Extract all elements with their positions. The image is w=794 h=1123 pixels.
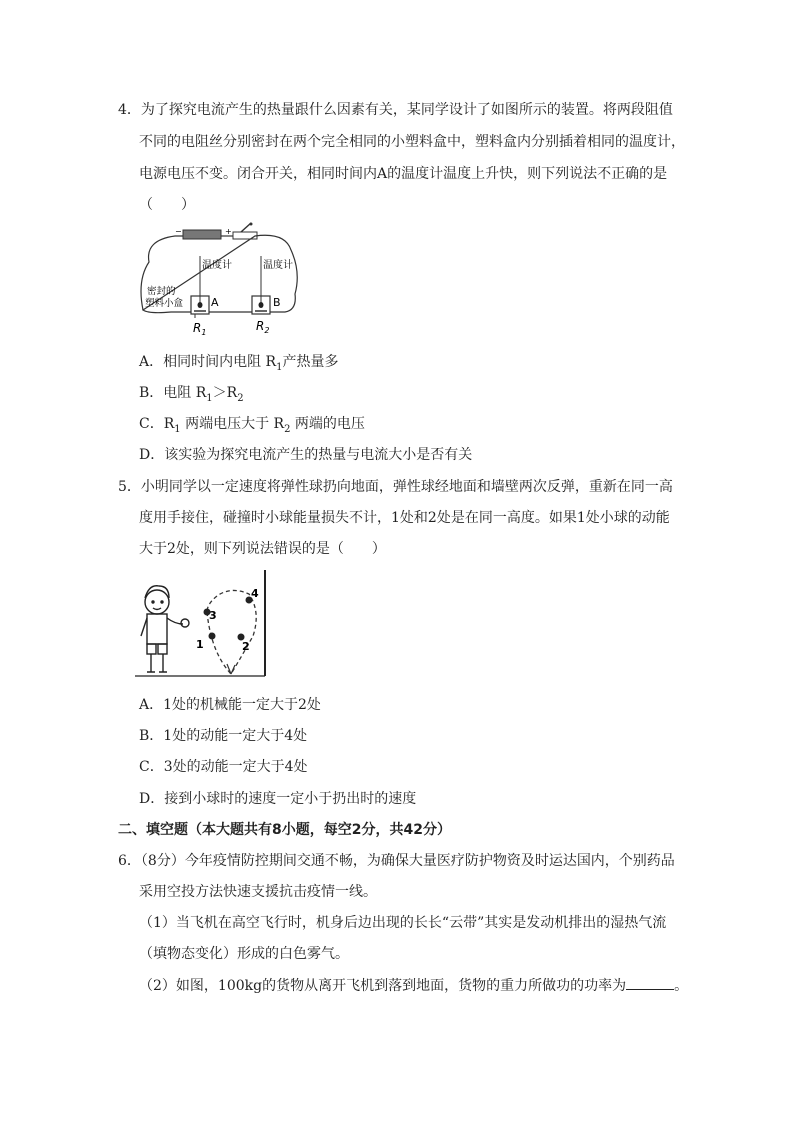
battery-plus-label: + [225,227,232,236]
answer-blank[interactable] [626,975,674,990]
r1-label: $R_1$ [193,321,207,337]
q5-option-d: D．接到小球时的速度一定小于扔出时的速度 [139,791,417,807]
q6-stem-line2: 采用空投方法快速支援抗击疫情一线。 [139,884,377,900]
circuit-figure [135,222,305,340]
q6-sub2-line1: （2）如图，100kg的货物从离开飞机到落到地面，货物的重力所做功的功率为 。 [139,975,688,996]
boy-figure [141,586,189,672]
q5-stem-line2: 度用手接住，碰撞时小球能量损失不计，1处和2处是在同一高度。如果1处小球的动能 [139,510,670,526]
section-title: 二、填空题（本大题共有8小题，每空2分，共42分） [118,822,451,838]
sealed-box-label-2: 塑料小盒 [145,298,184,309]
point-label-4: 4 [251,587,259,600]
q5-option-a: A．1处的机械能一定大于2处 [139,697,321,713]
r2-label: $R_2$ [256,319,270,335]
ball-bounce-figure [135,566,275,684]
q5-stem-line1: 5．小明同学以一定速度将弹性球扔向地面，弹性球经地面和墙壁两次反弹，重新在同一高 [118,479,673,495]
point-label-1: 1 [196,638,204,651]
q6-sub1-line1: （1）当飞机在高空飞行时，机身后边出现的长长“云带”其实是发动机排出的湿热气流 [139,915,667,931]
q4-option-b: B．电阻 $R_1>R_2$ [139,385,244,404]
q4-stem-line2: 不同的电阻丝分别密封在两个完全相同的小塑料盒中，塑料盒内分别插着相同的温度计， [139,134,685,150]
q5-option-c: C．3处的动能一定大于4处 [139,759,308,775]
q4-option-a: A．相同时间内电阻 $R_1$产热量多 [139,354,339,373]
q5-option-b: B．1处的动能一定大于4处 [139,728,308,744]
label-a: A [211,296,219,309]
point-label-2: 2 [242,640,250,653]
q4-stem-line3: 电源电压不变。闭合开关，相同时间内A的温度计温度上升快，则下列说法不正确的是 [139,166,668,182]
q6-stem-line1: 6．（8分）今年疫情防控期间交通不畅，为确保大量医疗防护物资及时运达国内，个别药品 [118,853,675,869]
sealed-box-label-1: 密封的 [147,286,176,297]
q4-option-d: D．该实验为探究电流产生的热量与电流大小是否有关 [139,447,473,463]
q4-stem-line1: 4．为了探究电流产生的热量跟什么因素有关，某同学设计了如图所示的装置。将两段阻值 [118,102,673,118]
ball-position-1 [209,633,216,640]
thermometer-a-label: 温度计 [202,260,232,271]
q4-option-c: C．$R_1$ 两端电压大于 $R_2$ 两端的电压 [139,416,365,435]
label-b: B [273,296,281,309]
thermometer-b-label: 温度计 [263,260,293,271]
q5-stem-line3: 大于2处，则下列说法错误的是（ ） [139,541,386,557]
battery-minus-label: − [175,227,182,236]
q6-sub1-line2: （填物态变化）形成的白色雾气。 [139,946,349,962]
q4-answer-paren: （ ） [139,197,195,213]
point-label-3: 3 [209,609,217,622]
